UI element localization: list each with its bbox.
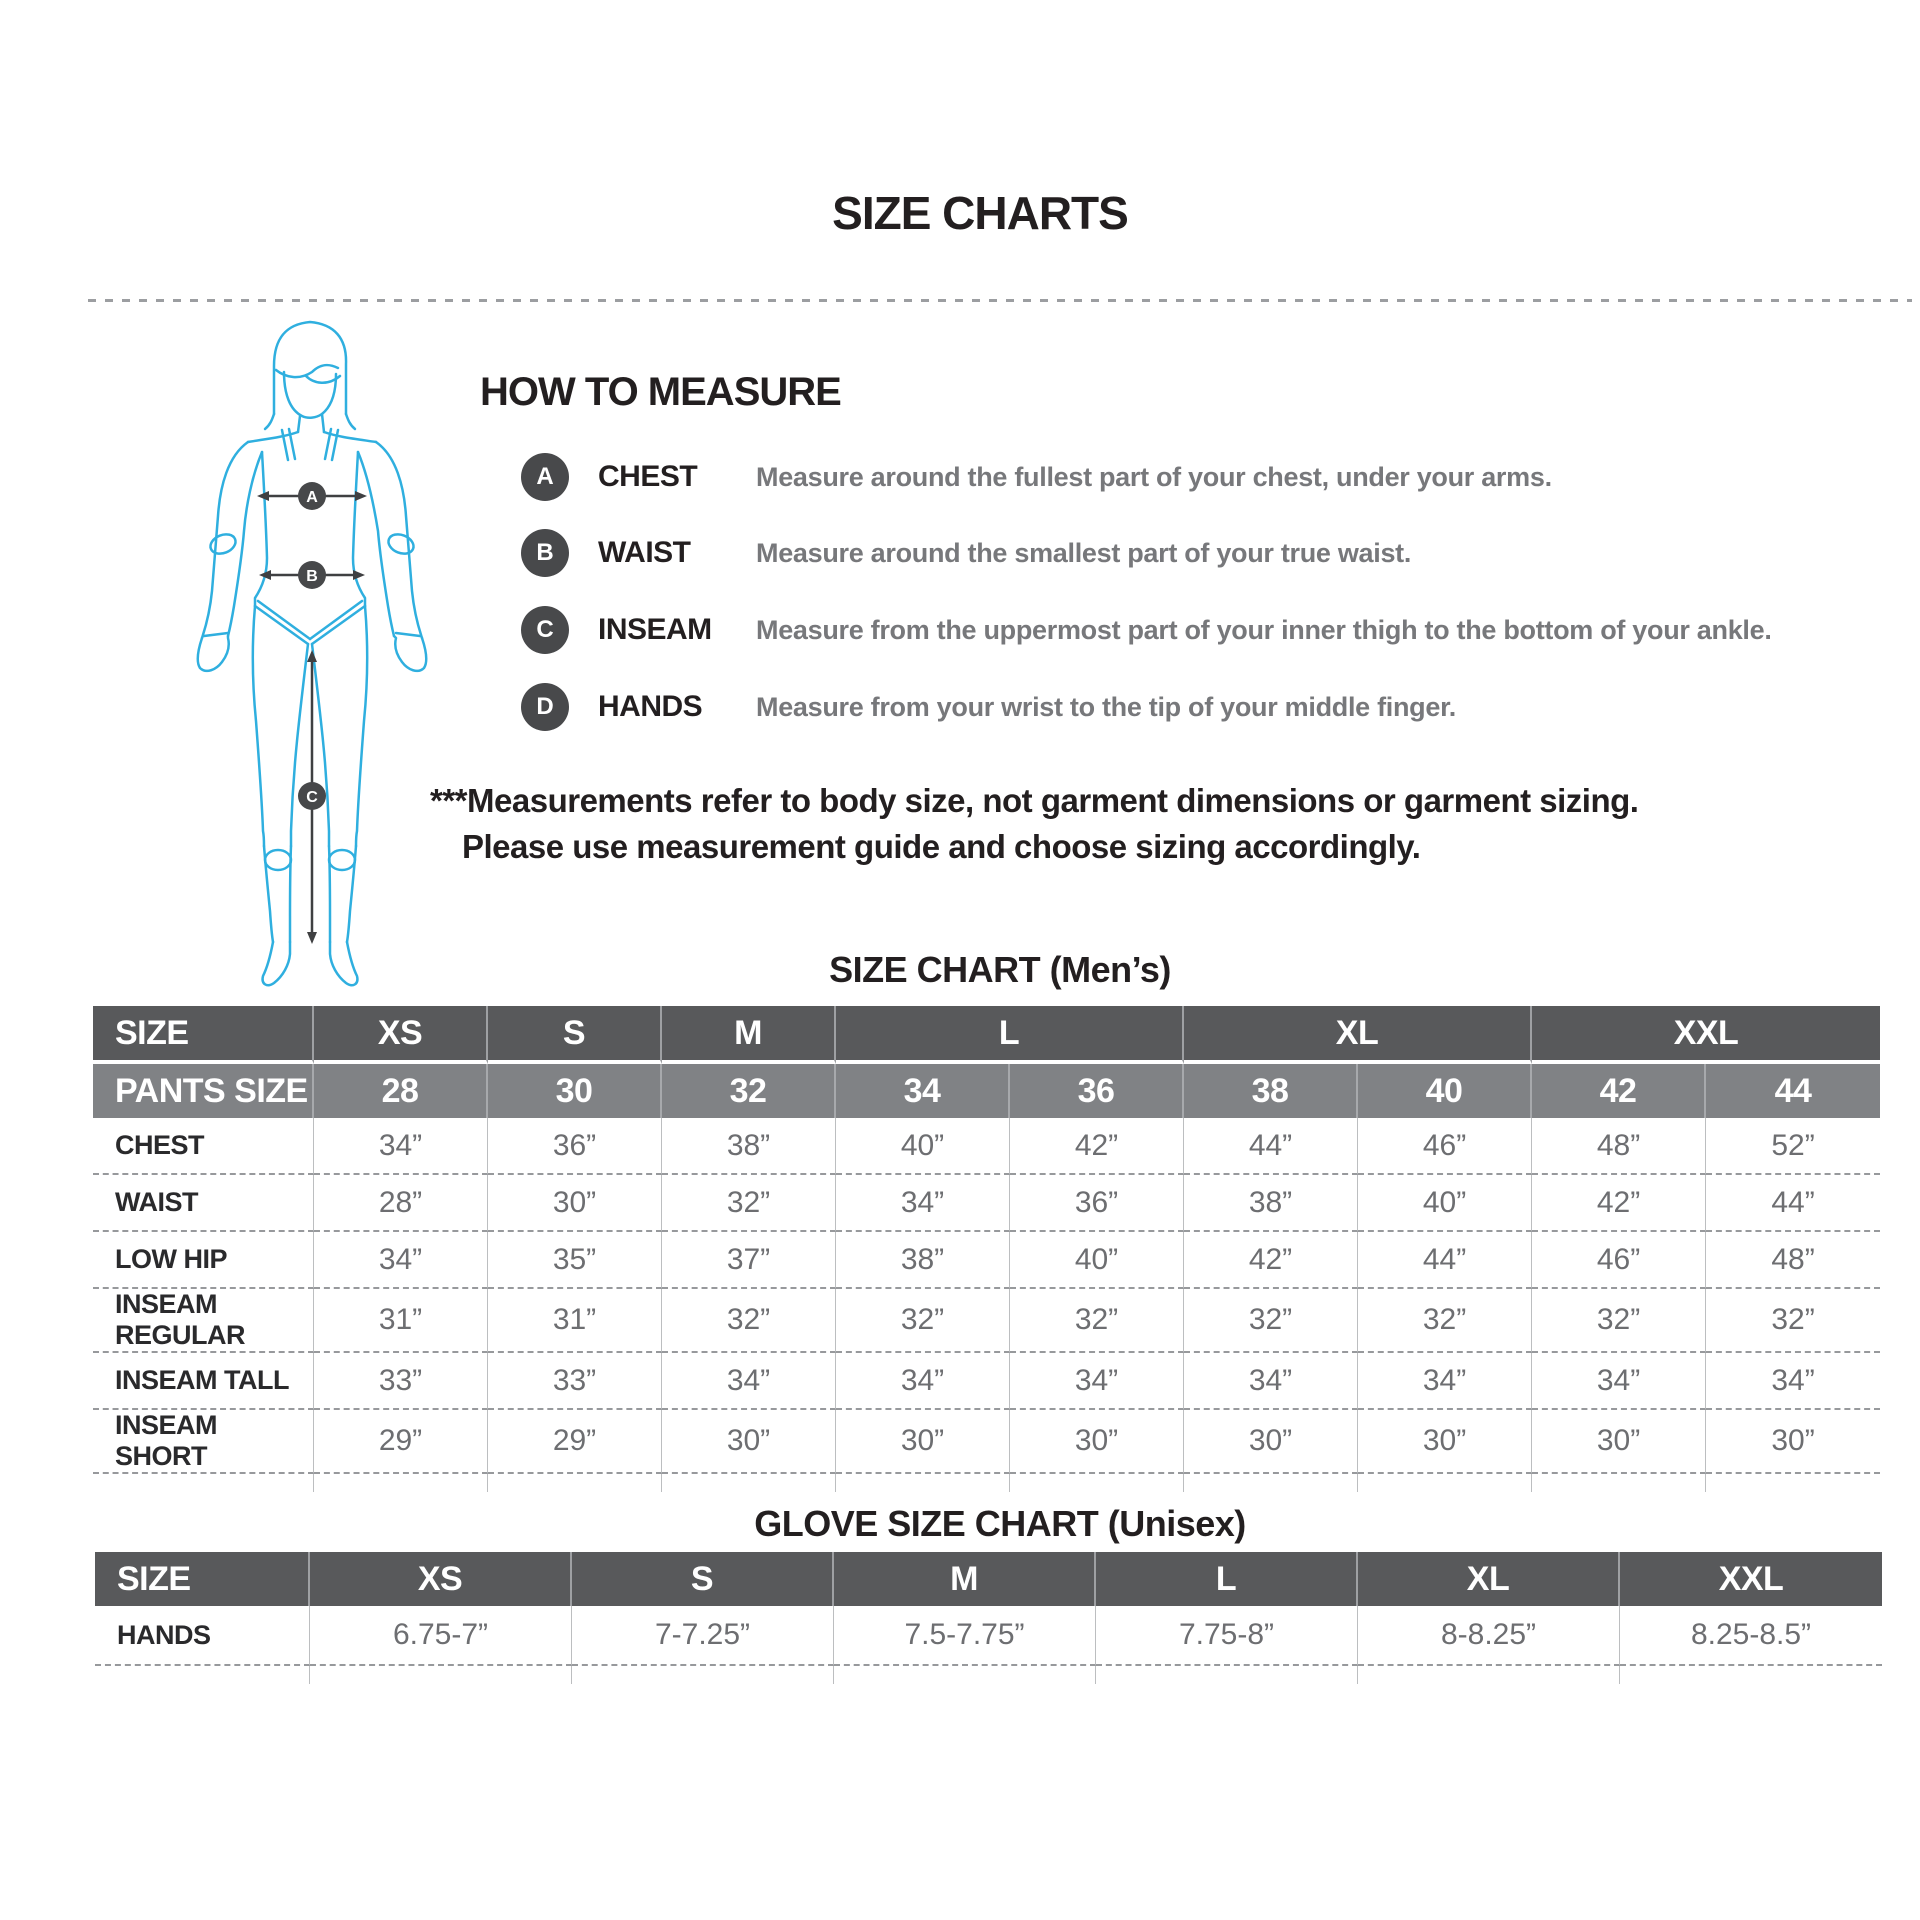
table-cell: 30” — [1706, 1410, 1880, 1474]
row-label-inseam-short: INSEAM SHORT — [93, 1410, 314, 1474]
mens-pants-size-row — [93, 1064, 1880, 1118]
table-cell: 48” — [1532, 1118, 1706, 1175]
table-cell: 44” — [1184, 1118, 1358, 1175]
table-cell: 34” — [1010, 1353, 1184, 1410]
measure-description-hands: Measure from your wrist to the tip of your middle finger. — [756, 692, 1456, 722]
measure-item-hands — [521, 683, 1821, 731]
table-cell: 30” — [1358, 1410, 1532, 1474]
table-cell: 29” — [314, 1410, 488, 1474]
table-cell: 7.5-7.75” — [834, 1606, 1096, 1666]
table-cell: 30” — [836, 1410, 1010, 1474]
mens-row-inseam-tall — [93, 1353, 1880, 1410]
table-cell: 34” — [836, 1175, 1010, 1232]
table-cell: 32” — [1358, 1289, 1532, 1353]
table-cell: 34” — [1532, 1353, 1706, 1410]
table-cell: 30” — [1184, 1410, 1358, 1474]
table-cell: 34” — [662, 1353, 836, 1410]
table-cell: 34” — [1706, 1353, 1880, 1410]
row-label-low-hip: LOW HIP — [93, 1232, 314, 1289]
table-cell: 32” — [836, 1289, 1010, 1353]
table-cell: 34” — [314, 1118, 488, 1175]
table-cell: 8.25-8.5” — [1620, 1606, 1882, 1666]
table-cell: 44” — [1706, 1175, 1880, 1232]
pants-size-cell: 38 — [1184, 1064, 1358, 1118]
mens-row-inseam-regular — [93, 1289, 1880, 1353]
pants-size-cell: 30 — [488, 1064, 662, 1118]
table-cell: 52” — [1706, 1118, 1880, 1175]
figure-marker-a: A — [306, 489, 318, 506]
row-label-hands: HANDS — [95, 1606, 310, 1666]
table-cell: 42” — [1184, 1232, 1358, 1289]
table-cell: 34” — [1358, 1353, 1532, 1410]
table-cell: 48” — [1706, 1232, 1880, 1289]
measurement-note-line2: Please use measurement guide and choose sizing accordingly. — [462, 828, 1421, 865]
row-label-inseam-tall: INSEAM TALL — [93, 1353, 314, 1410]
mens-size-xs: XS — [314, 1006, 488, 1064]
measure-label-waist: WAIST — [598, 536, 691, 569]
table-cell: 38” — [836, 1232, 1010, 1289]
glove-size-chart-title: GLOVE SIZE CHART (Unisex) — [754, 1503, 1246, 1544]
glove-size-xl: XL — [1358, 1552, 1620, 1606]
mens-size-m: M — [662, 1006, 836, 1064]
table-cell: 7.75-8” — [1096, 1606, 1358, 1666]
mens-size-l: L — [836, 1006, 1184, 1064]
pants-size-cell: 42 — [1532, 1064, 1706, 1118]
table-cell: 37” — [662, 1232, 836, 1289]
measure-description-chest: Measure around the fullest part of your chest, under your arms. — [756, 462, 1552, 492]
measurement-arrows-icon — [257, 491, 367, 944]
pants-size-cell: 28 — [314, 1064, 488, 1118]
row-label-chest: CHEST — [93, 1118, 314, 1175]
table-cell: 30” — [1532, 1410, 1706, 1474]
figure-marker-b: B — [306, 568, 318, 585]
measure-label-chest: CHEST — [598, 460, 698, 493]
table-cell: 7-7.25” — [572, 1606, 834, 1666]
table-cell: 8-8.25” — [1358, 1606, 1620, 1666]
table-cell: 32” — [662, 1175, 836, 1232]
table-cell: 30” — [488, 1175, 662, 1232]
measure-badge-b: B — [521, 529, 569, 577]
table-cell: 6.75-7” — [310, 1606, 572, 1666]
table-cell: 32” — [1010, 1289, 1184, 1353]
table-cell: 33” — [488, 1353, 662, 1410]
measure-item-inseam — [521, 606, 1821, 654]
mens-row-chest — [93, 1118, 1880, 1175]
table-cell: 40” — [836, 1118, 1010, 1175]
page-title: SIZE CHARTS — [832, 187, 1128, 239]
table-cell: 33” — [314, 1353, 488, 1410]
table-cell: 34” — [1184, 1353, 1358, 1410]
table-cell: 32” — [1706, 1289, 1880, 1353]
table-cell: 28” — [314, 1175, 488, 1232]
mens-size-xxl: XXL — [1532, 1006, 1880, 1064]
glove-size-xxl: XXL — [1620, 1552, 1882, 1606]
table-cell: 30” — [1010, 1410, 1184, 1474]
figure-marker-c: C — [306, 789, 318, 806]
measure-label-inseam: INSEAM — [598, 613, 712, 646]
table-cell: 38” — [1184, 1175, 1358, 1232]
mens-row-low-hip — [93, 1232, 1880, 1289]
table-cell: 30” — [662, 1410, 836, 1474]
row-label-inseam-regular: INSEAM REGULAR — [93, 1289, 314, 1353]
dashed-divider — [88, 299, 1912, 302]
table-cell: 40” — [1358, 1175, 1532, 1232]
table-cell: 46” — [1532, 1232, 1706, 1289]
table-cell: 40” — [1010, 1232, 1184, 1289]
row-label-waist: WAIST — [93, 1175, 314, 1232]
mens-size-xl: XL — [1184, 1006, 1532, 1064]
glove-size-header-label: SIZE — [95, 1552, 310, 1606]
measure-badge-c: C — [521, 606, 569, 654]
table-cell: 32” — [1532, 1289, 1706, 1353]
pants-size-cell: 32 — [662, 1064, 836, 1118]
table-cell: 29” — [488, 1410, 662, 1474]
measurement-note-line1: ***Measurements refer to body size, not garment dimensions or garment sizing. — [430, 782, 1639, 819]
measure-badge-d: D — [521, 683, 569, 731]
table-cell: 42” — [1010, 1118, 1184, 1175]
mens-size-chart-table — [93, 1006, 1880, 1492]
mens-pants-header-label: PANTS SIZE — [93, 1064, 314, 1118]
table-cell: 31” — [314, 1289, 488, 1353]
measure-item-chest — [521, 453, 1821, 501]
mens-size-s: S — [488, 1006, 662, 1064]
table-cell: 46” — [1358, 1118, 1532, 1175]
pants-size-cell: 40 — [1358, 1064, 1532, 1118]
measure-description-inseam: Measure from the uppermost part of your inner thigh to the bottom of your ankle. — [756, 615, 1772, 645]
table-cell: 34” — [836, 1353, 1010, 1410]
pants-size-cell: 44 — [1706, 1064, 1880, 1118]
measure-description-waist: Measure around the smallest part of your true waist. — [756, 538, 1412, 568]
mens-size-header-label: SIZE — [93, 1006, 314, 1064]
glove-size-xs: XS — [310, 1552, 572, 1606]
glove-size-l: L — [1096, 1552, 1358, 1606]
table-cell: 31” — [488, 1289, 662, 1353]
table-cell: 35” — [488, 1232, 662, 1289]
measure-label-hands: HANDS — [598, 690, 703, 723]
glove-size-m: M — [834, 1552, 1096, 1606]
table-cell: 36” — [1010, 1175, 1184, 1232]
glove-table-spacer-row — [95, 1666, 1882, 1684]
glove-size-s: S — [572, 1552, 834, 1606]
mens-size-chart-title: SIZE CHART (Men’s) — [829, 949, 1171, 990]
table-cell: 42” — [1532, 1175, 1706, 1232]
table-cell: 38” — [662, 1118, 836, 1175]
table-cell: 44” — [1358, 1232, 1532, 1289]
table-cell: 32” — [662, 1289, 836, 1353]
pants-size-cell: 34 — [836, 1064, 1010, 1118]
table-cell: 32” — [1184, 1289, 1358, 1353]
glove-size-header-row — [95, 1552, 1882, 1606]
table-cell: 36” — [488, 1118, 662, 1175]
mens-size-header-row — [93, 1006, 1880, 1064]
table-cell: 34” — [314, 1232, 488, 1289]
body-measurement-diagram — [188, 306, 438, 996]
glove-size-chart-table — [95, 1552, 1882, 1684]
mens-row-inseam-short — [93, 1410, 1880, 1474]
measure-item-waist — [521, 529, 1821, 577]
mens-row-waist — [93, 1175, 1880, 1232]
glove-row-hands — [95, 1606, 1882, 1666]
measure-badge-a: A — [521, 453, 569, 501]
pants-size-cell: 36 — [1010, 1064, 1184, 1118]
how-to-measure-heading: HOW TO MEASURE — [480, 370, 841, 414]
mens-table-spacer-row — [93, 1474, 1880, 1492]
